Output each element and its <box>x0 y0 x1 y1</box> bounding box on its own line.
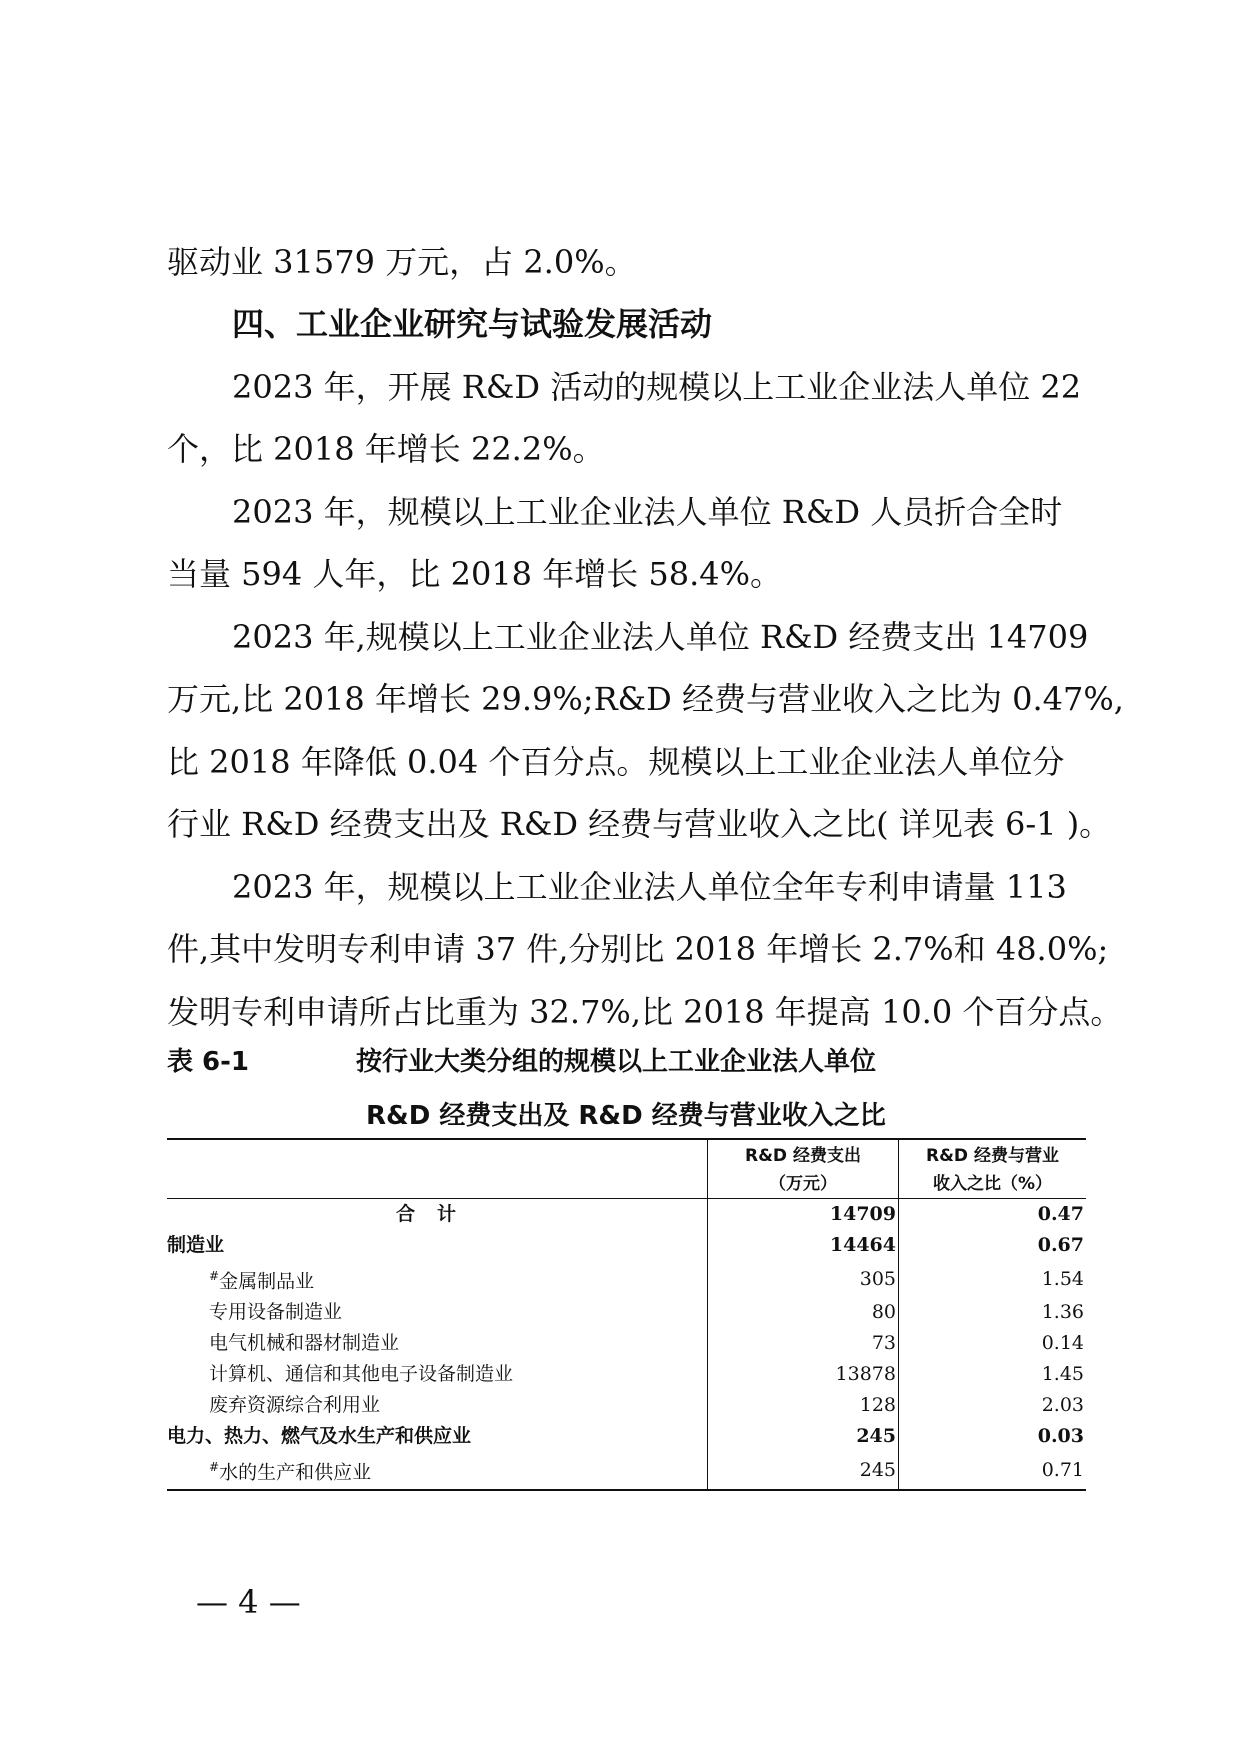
table-row <box>167 1199 1086 1231</box>
row-ratio: 0.47 <box>899 1199 1087 1231</box>
row-name: 废弃资源综合利用业 <box>209 1394 381 1417</box>
paragraph-line: 2023 年，规模以上工业企业法人单位 R&D 人员折合全时 <box>232 493 1063 531</box>
table-title-line1: 按行业大类分组的规模以上工业企业法人单位 <box>356 1047 877 1077</box>
row-name: 专用设备制造业 <box>209 1301 343 1324</box>
row-expenditure: 73 <box>708 1328 899 1359</box>
paragraph-line: 驱动业 31579 万元，占 2.0%。 <box>167 243 637 281</box>
row-expenditure: 13878 <box>708 1359 899 1390</box>
table-row <box>167 1359 1086 1390</box>
row-ratio: 2.03 <box>899 1390 1087 1421</box>
paragraph-line: 个，比 2018 年增长 22.2%。 <box>167 430 605 468</box>
row-expenditure: 14709 <box>708 1199 899 1231</box>
table-row <box>167 1452 1086 1489</box>
table-row <box>167 1230 1086 1261</box>
row-expenditure: 245 <box>708 1421 899 1452</box>
paragraph-line: 2023 年,规模以上工业企业法人单位 R&D 经费支出 14709 <box>232 618 1089 656</box>
table-row <box>167 1297 1086 1328</box>
data-table <box>167 1138 1086 1491</box>
row-name: 计算机、通信和其他电子设备制造业 <box>209 1363 514 1386</box>
row-expenditure: 80 <box>708 1297 899 1328</box>
row-expenditure: 305 <box>708 1261 899 1297</box>
table-title-line2: R&D 经费支出及 R&D 经费与营业收入之比 <box>366 1101 886 1131</box>
row-ratio: 0.67 <box>899 1230 1087 1261</box>
header-expenditure-line1: R&D 经费支出 <box>745 1146 861 1166</box>
row-ratio: 0.14 <box>899 1328 1087 1359</box>
header-ratio-line1: R&D 经费与营业 <box>926 1146 1059 1166</box>
hash-mark: # <box>209 1269 220 1283</box>
header-ratio-line2: 收入之比（%） <box>932 1174 1053 1194</box>
row-ratio: 1.45 <box>899 1359 1087 1390</box>
table-row <box>167 1328 1086 1359</box>
row-name: 金属制品业 <box>219 1270 315 1293</box>
header-ratio <box>899 1139 1087 1199</box>
table-row <box>167 1390 1086 1421</box>
row-ratio: 0.71 <box>899 1452 1087 1489</box>
paragraph-line: 万元,比 2018 年增长 29.9%;R&D 经费与营业收入之比为 0.47%, <box>167 680 1124 718</box>
row-name-cell <box>167 1261 708 1297</box>
table-row <box>167 1421 1086 1452</box>
row-expenditure: 14464 <box>708 1230 899 1261</box>
row-name: 电力、热力、燃气及水生产和供应业 <box>167 1425 472 1448</box>
row-ratio: 0.03 <box>899 1421 1087 1452</box>
paragraph-line: 比 2018 年降低 0.04 个百分点。规模以上工业企业法人单位分 <box>167 743 1065 781</box>
row-name: 电气机械和器材制造业 <box>209 1332 400 1355</box>
paragraph-line: 件,其中发明专利申请 37 件,分别比 2018 年增长 2.7%和 48.0%; <box>167 930 1109 968</box>
row-ratio: 1.36 <box>899 1297 1087 1328</box>
header-expenditure <box>708 1139 899 1199</box>
hash-mark: # <box>209 1460 220 1475</box>
paragraph-line: 发明专利申请所占比重为 32.7%,比 2018 年提高 10.0 个百分点。 <box>167 993 1123 1031</box>
paragraph-line: 2023 年，开展 R&D 活动的规模以上工业企业法人单位 22 <box>232 368 1082 406</box>
paragraph-line: 当量 594 人年，比 2018 年增长 58.4%。 <box>167 555 783 593</box>
row-expenditure: 128 <box>708 1390 899 1421</box>
paragraph-line: 行业 R&D 经费支出及 R&D 经费与营业收入之比( 详见表 6-1 )。 <box>167 805 1112 843</box>
table-number: 表 6-1 <box>167 1047 250 1077</box>
row-name: 制造业 <box>167 1234 225 1256</box>
table-header-row <box>167 1139 1086 1199</box>
page-number: — 4 — <box>196 1583 301 1621</box>
header-blank-cell <box>167 1139 708 1199</box>
section-heading: 四、工业企业研究与试验发展活动 <box>232 305 713 343</box>
row-name-cell <box>167 1452 708 1489</box>
row-name: 水的生产和供应业 <box>219 1461 372 1484</box>
paragraph-line: 2023 年，规模以上工业企业法人单位全年专利申请量 113 <box>232 868 1067 906</box>
row-expenditure: 245 <box>708 1452 899 1489</box>
table-row <box>167 1261 1086 1297</box>
row-ratio: 1.54 <box>899 1261 1087 1297</box>
header-expenditure-line2: （万元） <box>769 1174 837 1194</box>
row-name: 合计 <box>395 1203 478 1225</box>
